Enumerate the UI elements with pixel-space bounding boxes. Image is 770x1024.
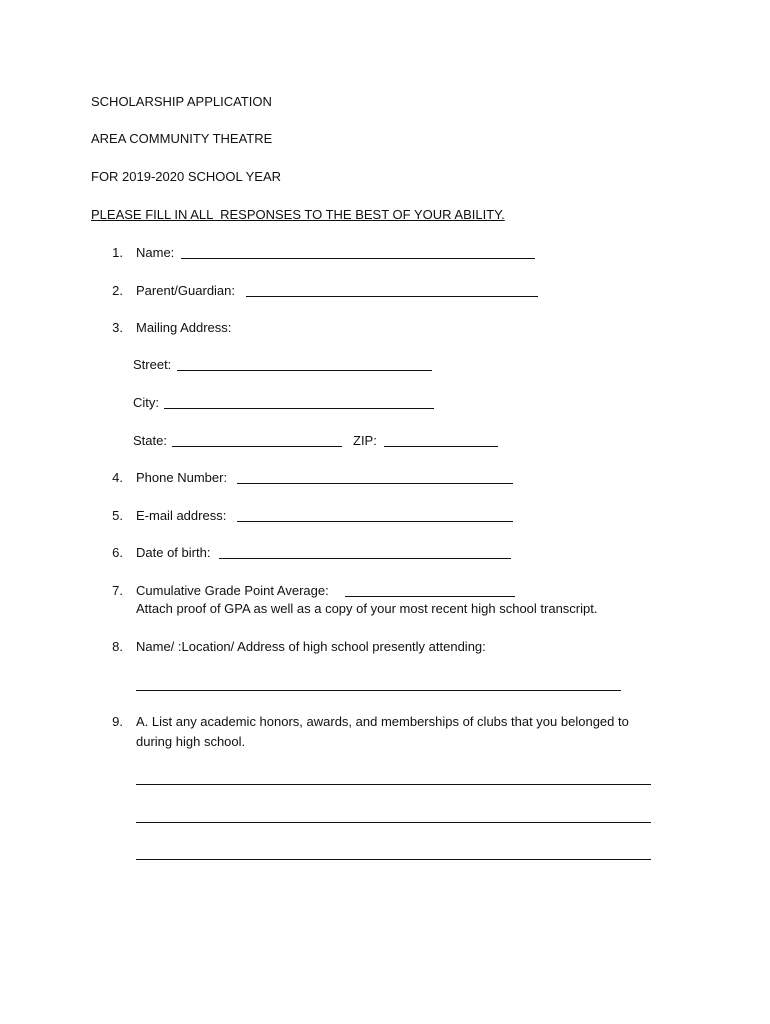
date-of-birth-label: Date of birth: <box>136 545 211 560</box>
item-number: 8. <box>112 639 123 654</box>
parent-guardian-field[interactable] <box>246 296 538 297</box>
high-school-label: Name/ :Location/ Address of high school presently attending: <box>136 639 486 654</box>
item-number: 2. <box>112 283 123 298</box>
item-number: 3. <box>112 320 123 335</box>
state-field[interactable] <box>172 446 342 447</box>
phone-number-field[interactable] <box>237 483 513 484</box>
city-label: City: <box>133 395 159 410</box>
item-number: 7. <box>112 583 123 598</box>
honors-field-line-3[interactable] <box>136 859 651 860</box>
city-field[interactable] <box>164 408 434 409</box>
honors-field-line-1[interactable] <box>136 784 651 785</box>
honors-field-line-2[interactable] <box>136 822 651 823</box>
organization-name: AREA COMMUNITY THEATRE <box>91 131 273 146</box>
item-number: 4. <box>112 470 123 485</box>
name-label: Name: <box>136 245 175 260</box>
honors-label-continued: during high school. <box>136 734 246 749</box>
parent-guardian-label: Parent/Guardian: <box>136 283 236 298</box>
email-label: E-mail address: <box>136 508 227 523</box>
school-year: FOR 2019-2020 SCHOOL YEAR <box>91 169 282 184</box>
gpa-note: Attach proof of GPA as well as a copy of your most recent high school transcript. <box>136 601 598 616</box>
item-number: 1. <box>112 245 123 260</box>
item-number: 6. <box>112 545 123 560</box>
state-label: State: <box>133 433 167 448</box>
street-label: Street: <box>133 357 172 372</box>
honors-label: A. List any academic honors, awards, and memberships of clubs that you belonged to <box>136 714 629 729</box>
gpa-label: Cumulative Grade Point Average: <box>136 583 329 598</box>
date-of-birth-field[interactable] <box>219 558 511 559</box>
zip-label: ZIP: <box>353 433 377 448</box>
gpa-field[interactable] <box>345 596 515 597</box>
mailing-address-label: Mailing Address: <box>136 320 232 335</box>
street-field[interactable] <box>177 370 432 371</box>
name-field[interactable] <box>181 258 535 259</box>
phone-number-label: Phone Number: <box>136 470 228 485</box>
email-field[interactable] <box>237 521 513 522</box>
zip-field[interactable] <box>384 446 498 447</box>
high-school-field[interactable] <box>136 690 621 691</box>
item-number: 9. <box>112 714 123 729</box>
instructions: PLEASE FILL IN ALL RESPONSES TO THE BEST OF YOUR ABILITY. <box>91 207 505 222</box>
form-title: SCHOLARSHIP APPLICATION <box>91 94 272 109</box>
item-number: 5. <box>112 508 123 523</box>
